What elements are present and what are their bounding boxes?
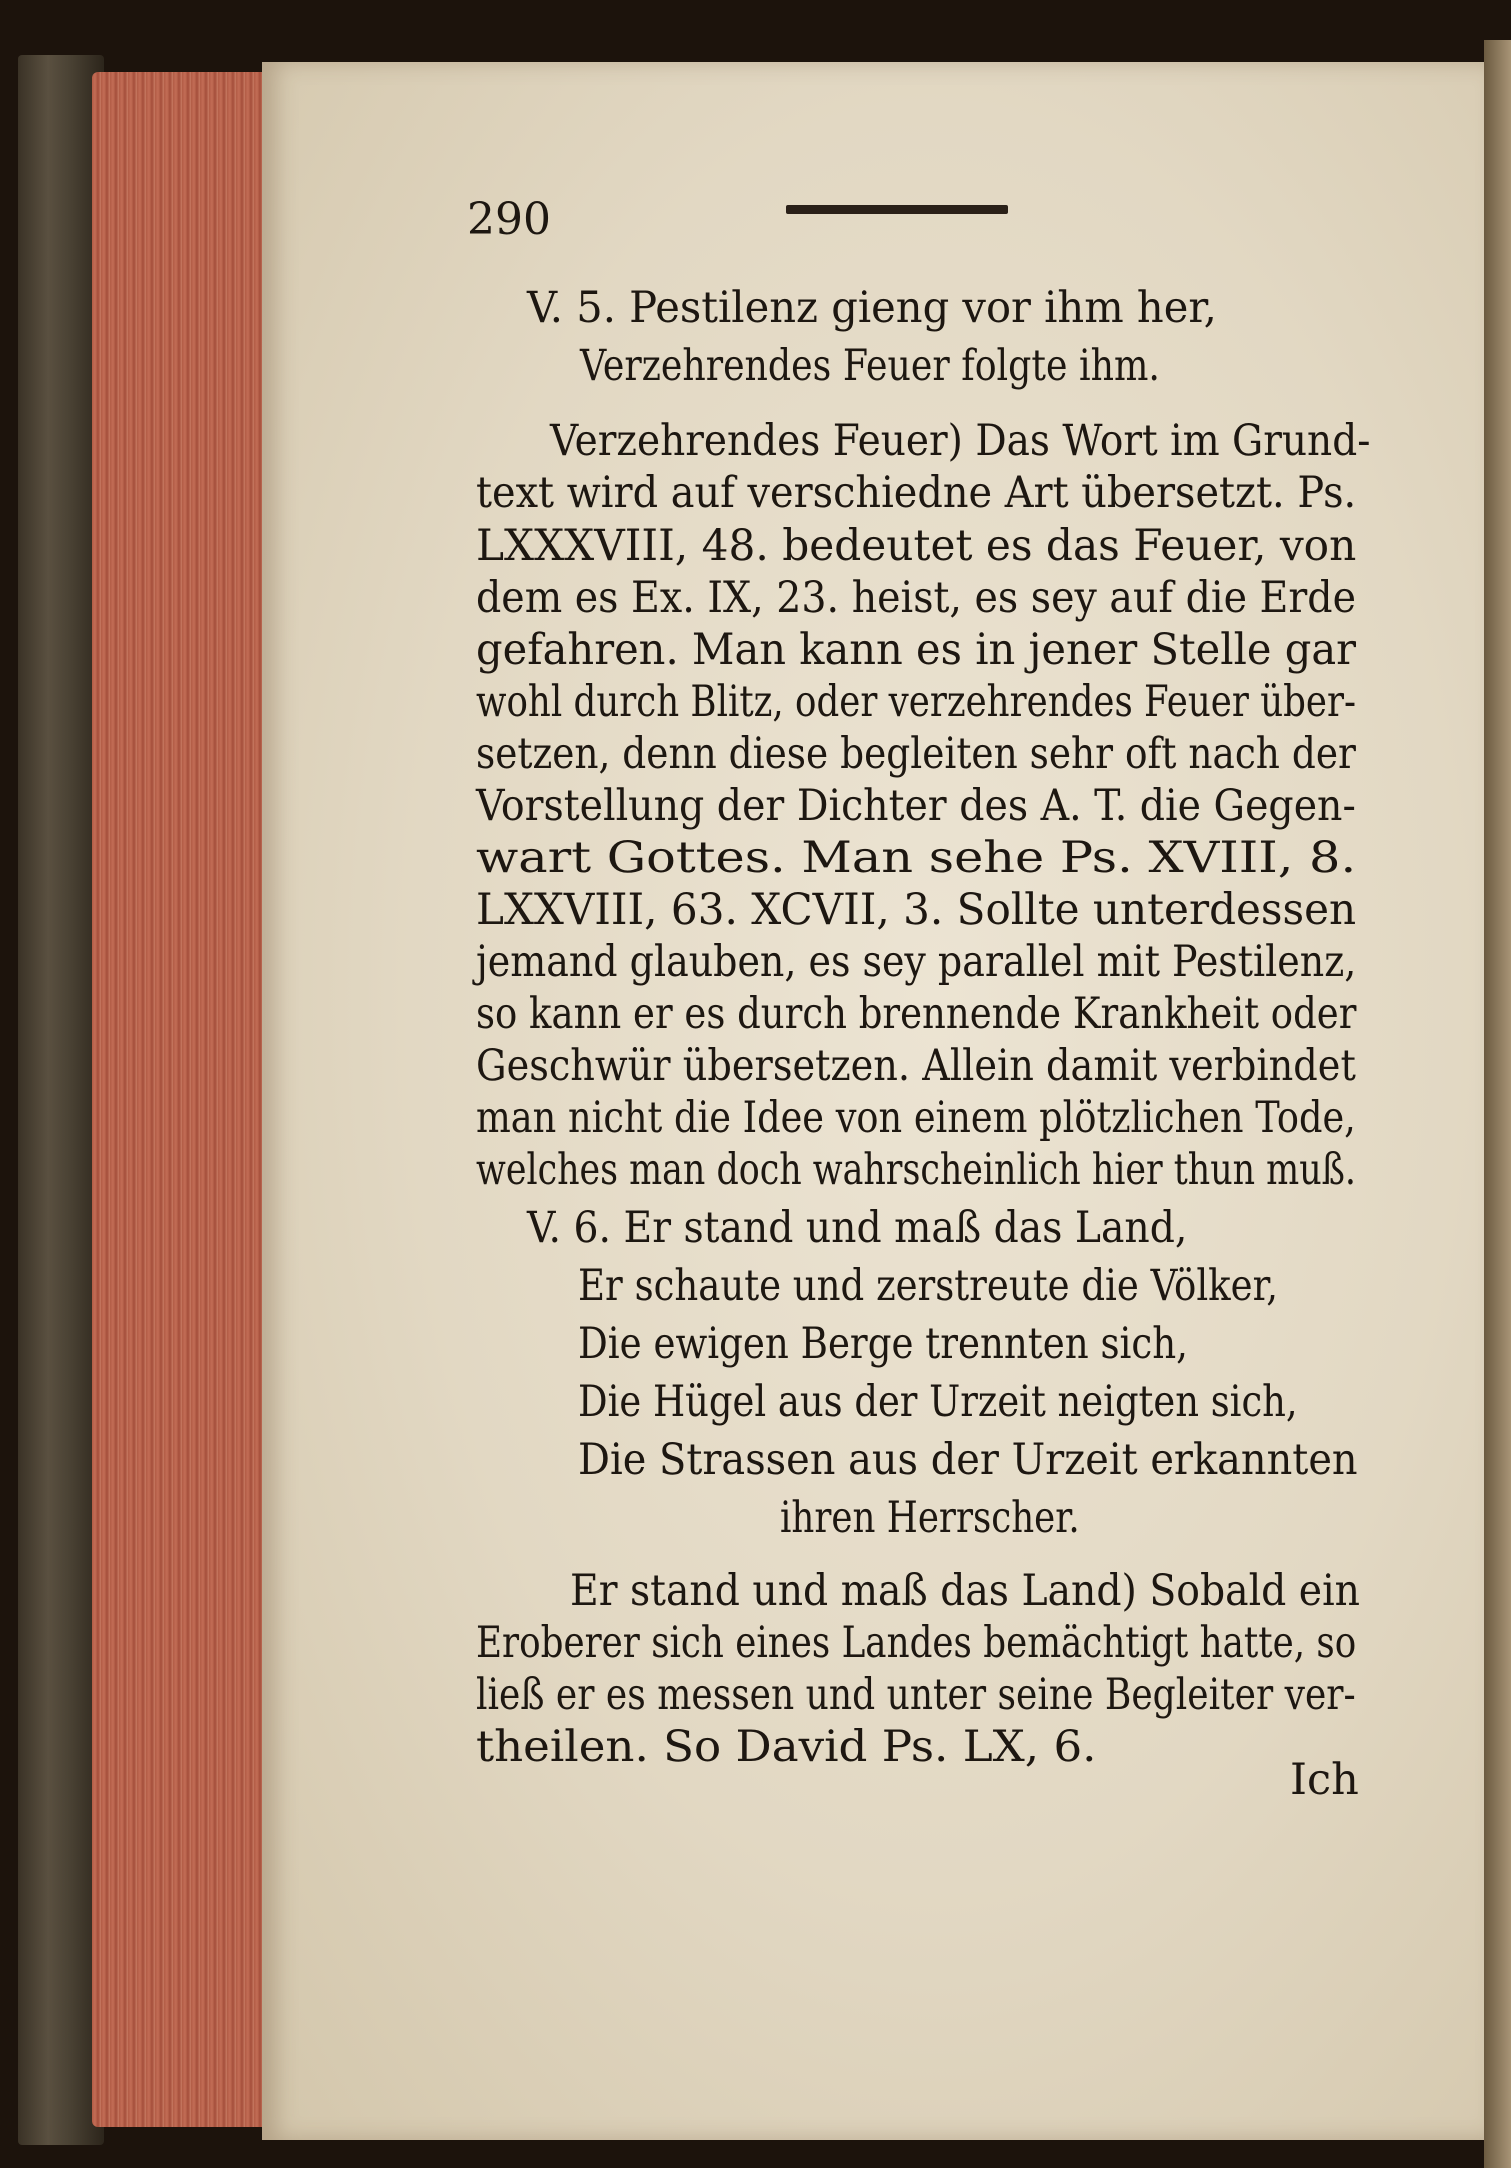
text-line: Eroberer sich eines Landes bemächtigt hatte, so [476, 1618, 1357, 1668]
header-rule [786, 205, 1008, 214]
text-line: Geschwür übersetzen. Allein damit verbindet [476, 1041, 1356, 1091]
facing-page-edge [1484, 40, 1511, 2168]
text-line: gefahren. Man kann es in jener Stelle gar [476, 625, 1356, 675]
text-line: Die Hügel aus der Urzeit neigten sich, [578, 1377, 1298, 1427]
text-line: setzen, denn diese begleiten sehr oft nach der [476, 729, 1356, 779]
page-edges [92, 72, 270, 2127]
catchword: Ich [1290, 1755, 1359, 1805]
text-line: Die Strassen aus der Urzeit erkannten [578, 1435, 1358, 1485]
text-line: LXXXVIII, 48. bedeutet es das Feuer, von [476, 521, 1357, 571]
text-line: so kann er es durch brennende Krankheit oder [476, 989, 1357, 1039]
text-line: Er stand und maß das Land) Sobald ein [570, 1566, 1360, 1616]
text-line: Vorstellung der Dichter des A. T. die Gegen- [476, 781, 1356, 831]
text-line: ihren Herrscher. [780, 1493, 1080, 1543]
text-line: wart Gottes. Man sehe Ps. XVIII, 8. [476, 833, 1357, 883]
text-line: V. 5. Pestilenz gieng vor ihm her, [527, 283, 1217, 333]
text-line: Er schaute und zerstreute die Völker, [578, 1261, 1279, 1311]
text-line: Die ewigen Berge trennten sich, [578, 1319, 1188, 1369]
text-line: text wird auf verschiedne Art übersetzt. Ps. [476, 468, 1357, 518]
text-line: dem es Ex. IX, 23. heist, es sey auf die Erde [476, 573, 1357, 623]
text-line: theilen. So David Ps. LX, 6. [476, 1722, 1097, 1772]
text-line: jemand glauben, es sey parallel mit Pestilenz, [476, 937, 1357, 987]
text-line: welches man doch wahrscheinlich hier thun muß. [476, 1145, 1356, 1195]
text-line: wohl durch Blitz, oder verzehrendes Feuer über- [476, 677, 1357, 727]
text-line: Verzehrendes Feuer folgte ihm. [580, 341, 1160, 391]
text-line: V. 6. Er stand und maß das Land, [527, 1203, 1188, 1253]
text-line: man nicht die Idee von einem plötzlichen Tode, [476, 1093, 1356, 1143]
text-line: LXXVIII, 63. XCVII, 3. Sollte unterdessen [476, 885, 1357, 935]
page-number: 290 [467, 194, 551, 245]
text-line: ließ er es messen und unter seine Begleiter ver- [476, 1670, 1356, 1720]
text-line: Verzehrendes Feuer) Das Wort im Grund- [550, 416, 1371, 466]
